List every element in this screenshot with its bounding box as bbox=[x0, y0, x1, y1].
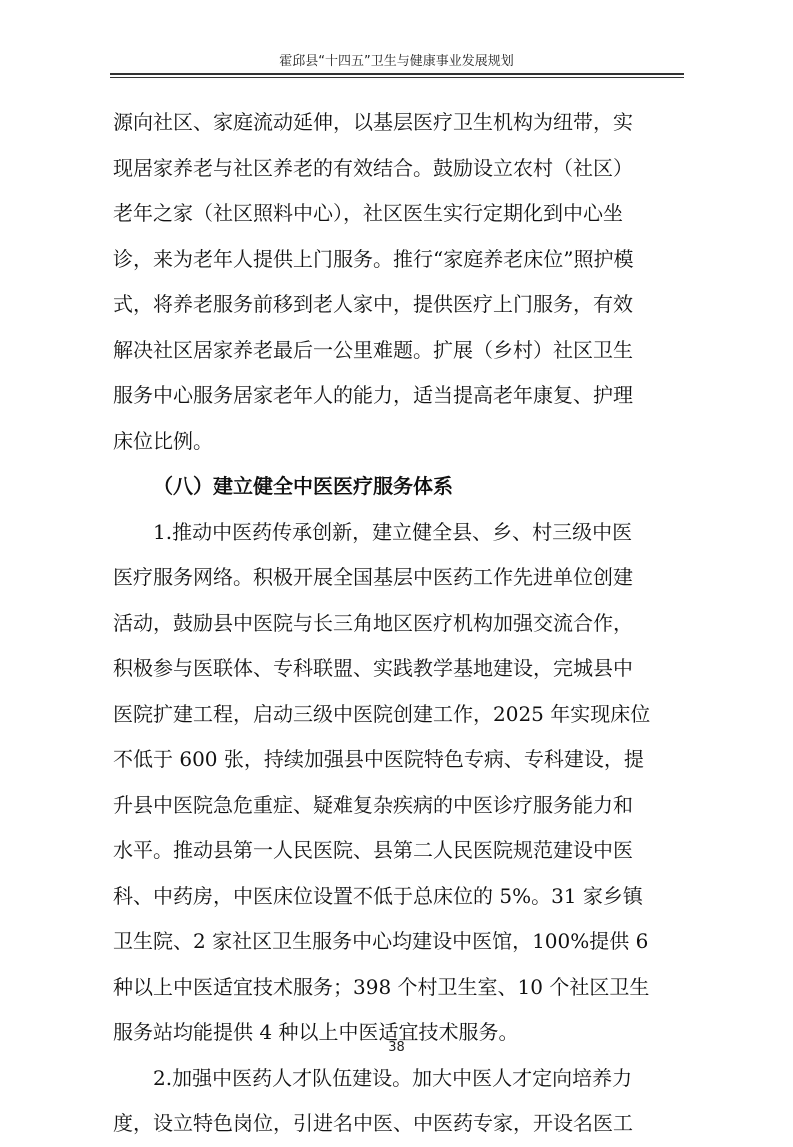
text-line: 现居家养老与社区养老的有效结合。鼓励设立农村（社区） bbox=[113, 155, 633, 180]
page-number: 38 bbox=[388, 1040, 405, 1055]
text-line: 卫生院、2 家社区卫生服务中心均建设中医馆，100%提供 6 bbox=[113, 929, 649, 953]
text-line: 不低于 600 张，持续加强县中医院特色专病、专科建设，提 bbox=[113, 747, 644, 771]
text-line: 诊，来为老年人提供上门服务。推行“家庭养老床位”照护模 bbox=[113, 246, 634, 271]
text-line: 度，设立特色岗位，引进名中医、中医药专家，开设名医工 bbox=[113, 1111, 633, 1135]
text-line: 水平。推动县第一人民医院、县第二人民医院规范建设中医 bbox=[113, 838, 633, 862]
text-line: 升县中医院急危重症、疑难复杂疾病的中医诊疗服务能力和 bbox=[113, 792, 633, 817]
section-heading: （八）建立健全中医医疗服务体系 bbox=[153, 474, 453, 498]
text-line: 服务站均能提供 4 种以上中医适宜技术服务。 bbox=[113, 1020, 519, 1044]
text-line: 服务中心服务居家老年人的能力，适当提高老年康复、护理 bbox=[113, 383, 633, 407]
text-line: 老年之家（社区照料中心），社区医生实行定期化到中心坐 bbox=[113, 201, 623, 225]
text-line: 科、中药房，中医床位设置不低于总床位的 5%。31 家乡镇 bbox=[113, 883, 643, 908]
running-header: 霍邱县“十四五”卫生与健康事业发展规划 bbox=[279, 54, 514, 69]
paragraph-start-line: 1.推动中医药传承创新，建立健全县、乡、村三级中医 bbox=[153, 519, 633, 544]
text-line: 医疗服务网络。积极开展全国基层中医药工作先进单位创建 bbox=[113, 565, 633, 589]
text-line: 床位比例。 bbox=[113, 428, 213, 453]
header-rule-thin bbox=[110, 77, 684, 78]
text-line: 活动，鼓励县中医院与长三角地区医疗机构加强交流合作， bbox=[113, 610, 633, 635]
text-line: 式，将养老服务前移到老人家中，提供医疗上门服务，有效 bbox=[113, 292, 633, 316]
text-line: 积极参与医联体、专科联盟、实践教学基地建设，完城县中 bbox=[113, 656, 633, 680]
text-line: 种以上中医适宜技术服务；398 个村卫生室、10 个社区卫生 bbox=[113, 974, 650, 999]
text-line: 解决社区居家养老最后一公里难题。扩展（乡村）社区卫生 bbox=[113, 337, 633, 362]
paragraph-start-line: 2.加强中医药人才队伍建设。加大中医人才定向培养力 bbox=[153, 1065, 633, 1090]
body-text bbox=[113, 100, 683, 1147]
text-line: 源向社区、家庭流动延伸，以基层医疗卫生机构为纽带，实 bbox=[113, 110, 633, 134]
text-line: 医院扩建工程，启动三级中医院创建工作，2025 年实现床位 bbox=[113, 701, 651, 726]
header-rule-thick bbox=[110, 73, 684, 75]
